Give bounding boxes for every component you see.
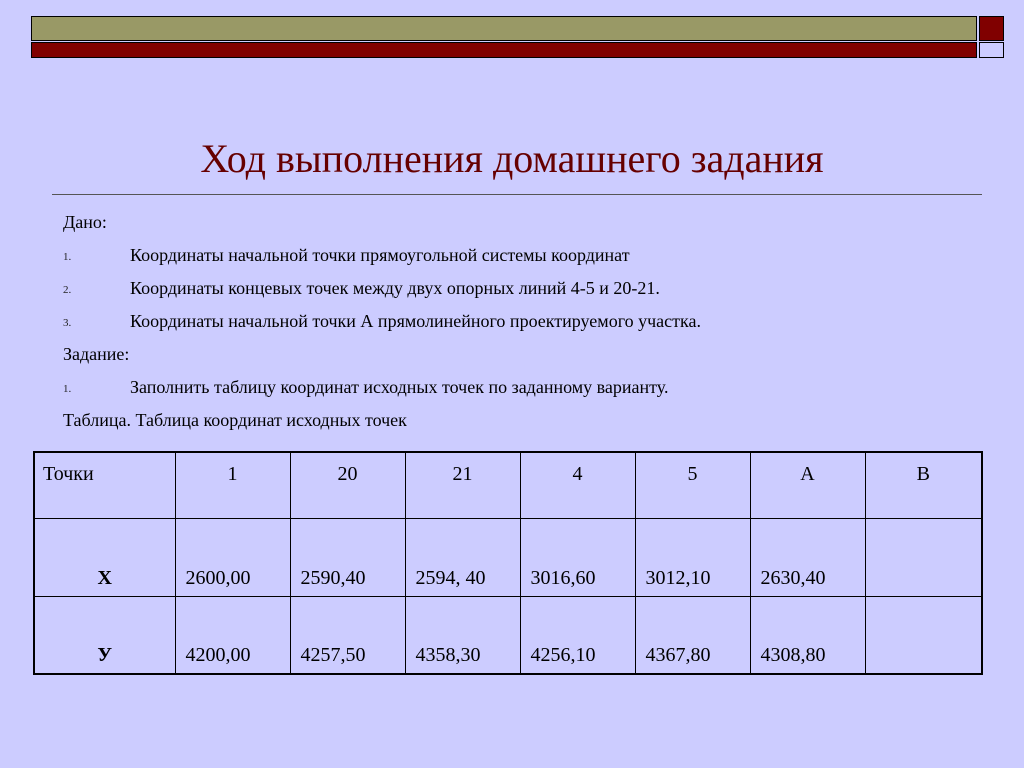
task-heading (63, 342, 1003, 375)
task-item (63, 375, 1003, 408)
table-cell: 2630,40 (750, 518, 865, 596)
table-cell (865, 596, 982, 674)
given-item (63, 243, 1003, 276)
table-cell: 4256,10 (520, 596, 635, 674)
list-text: Координаты начальной точки А прямолинейного проектируемого участка. (130, 311, 701, 331)
header-cell: 21 (405, 452, 520, 518)
title-divider (52, 194, 982, 195)
slide-title: Ход выполнения домашнего задания (200, 136, 824, 181)
header-cell: Точки (34, 452, 175, 518)
table-row (34, 596, 982, 674)
table-cell: 4257,50 (290, 596, 405, 674)
table-cell: 3016,60 (520, 518, 635, 596)
slide-content (63, 210, 1003, 441)
table-cell: 4367,80 (635, 596, 750, 674)
given-heading (63, 210, 1003, 243)
table-caption-line (63, 408, 1003, 441)
header-cell: 5 (635, 452, 750, 518)
task-label: Задание: (63, 344, 130, 364)
header-cell: А (750, 452, 865, 518)
table-cell: 4308,80 (750, 596, 865, 674)
row-label: У (34, 596, 175, 674)
row-label: Х (34, 518, 175, 596)
list-number: 2. (63, 284, 72, 296)
given-label: Дано: (63, 212, 107, 232)
given-item (63, 276, 1003, 309)
header-cell: 4 (520, 452, 635, 518)
header-bar-maroon (31, 42, 977, 58)
coordinates-table (33, 451, 983, 675)
list-number: 1. (63, 251, 72, 263)
given-item (63, 309, 1003, 342)
table-cell: 4200,00 (175, 596, 290, 674)
table-caption: Таблица. Таблица координат исходных точек (63, 410, 407, 430)
list-text: Заполнить таблицу координат исходных точек по заданному варианту. (130, 377, 669, 397)
header-square-bottom (979, 42, 1004, 58)
table-cell: 2594, 40 (405, 518, 520, 596)
header-cell: В (865, 452, 982, 518)
table-cell: 4358,30 (405, 596, 520, 674)
list-text: Координаты концевых точек между двух опорных линий 4-5 и 20-21. (130, 278, 660, 298)
header-cell: 20 (290, 452, 405, 518)
header-square-top (979, 16, 1004, 41)
table-cell: 2600,00 (175, 518, 290, 596)
list-number: 1. (63, 383, 72, 395)
table-cell (865, 518, 982, 596)
table-header-row (34, 452, 982, 518)
table-cell: 3012,10 (635, 518, 750, 596)
list-text: Координаты начальной точки прямоугольной системы координат (130, 245, 630, 265)
table-row (34, 518, 982, 596)
list-number: 3. (63, 317, 72, 329)
header-bar-olive (31, 16, 977, 41)
table-cell: 2590,40 (290, 518, 405, 596)
header-cell: 1 (175, 452, 290, 518)
